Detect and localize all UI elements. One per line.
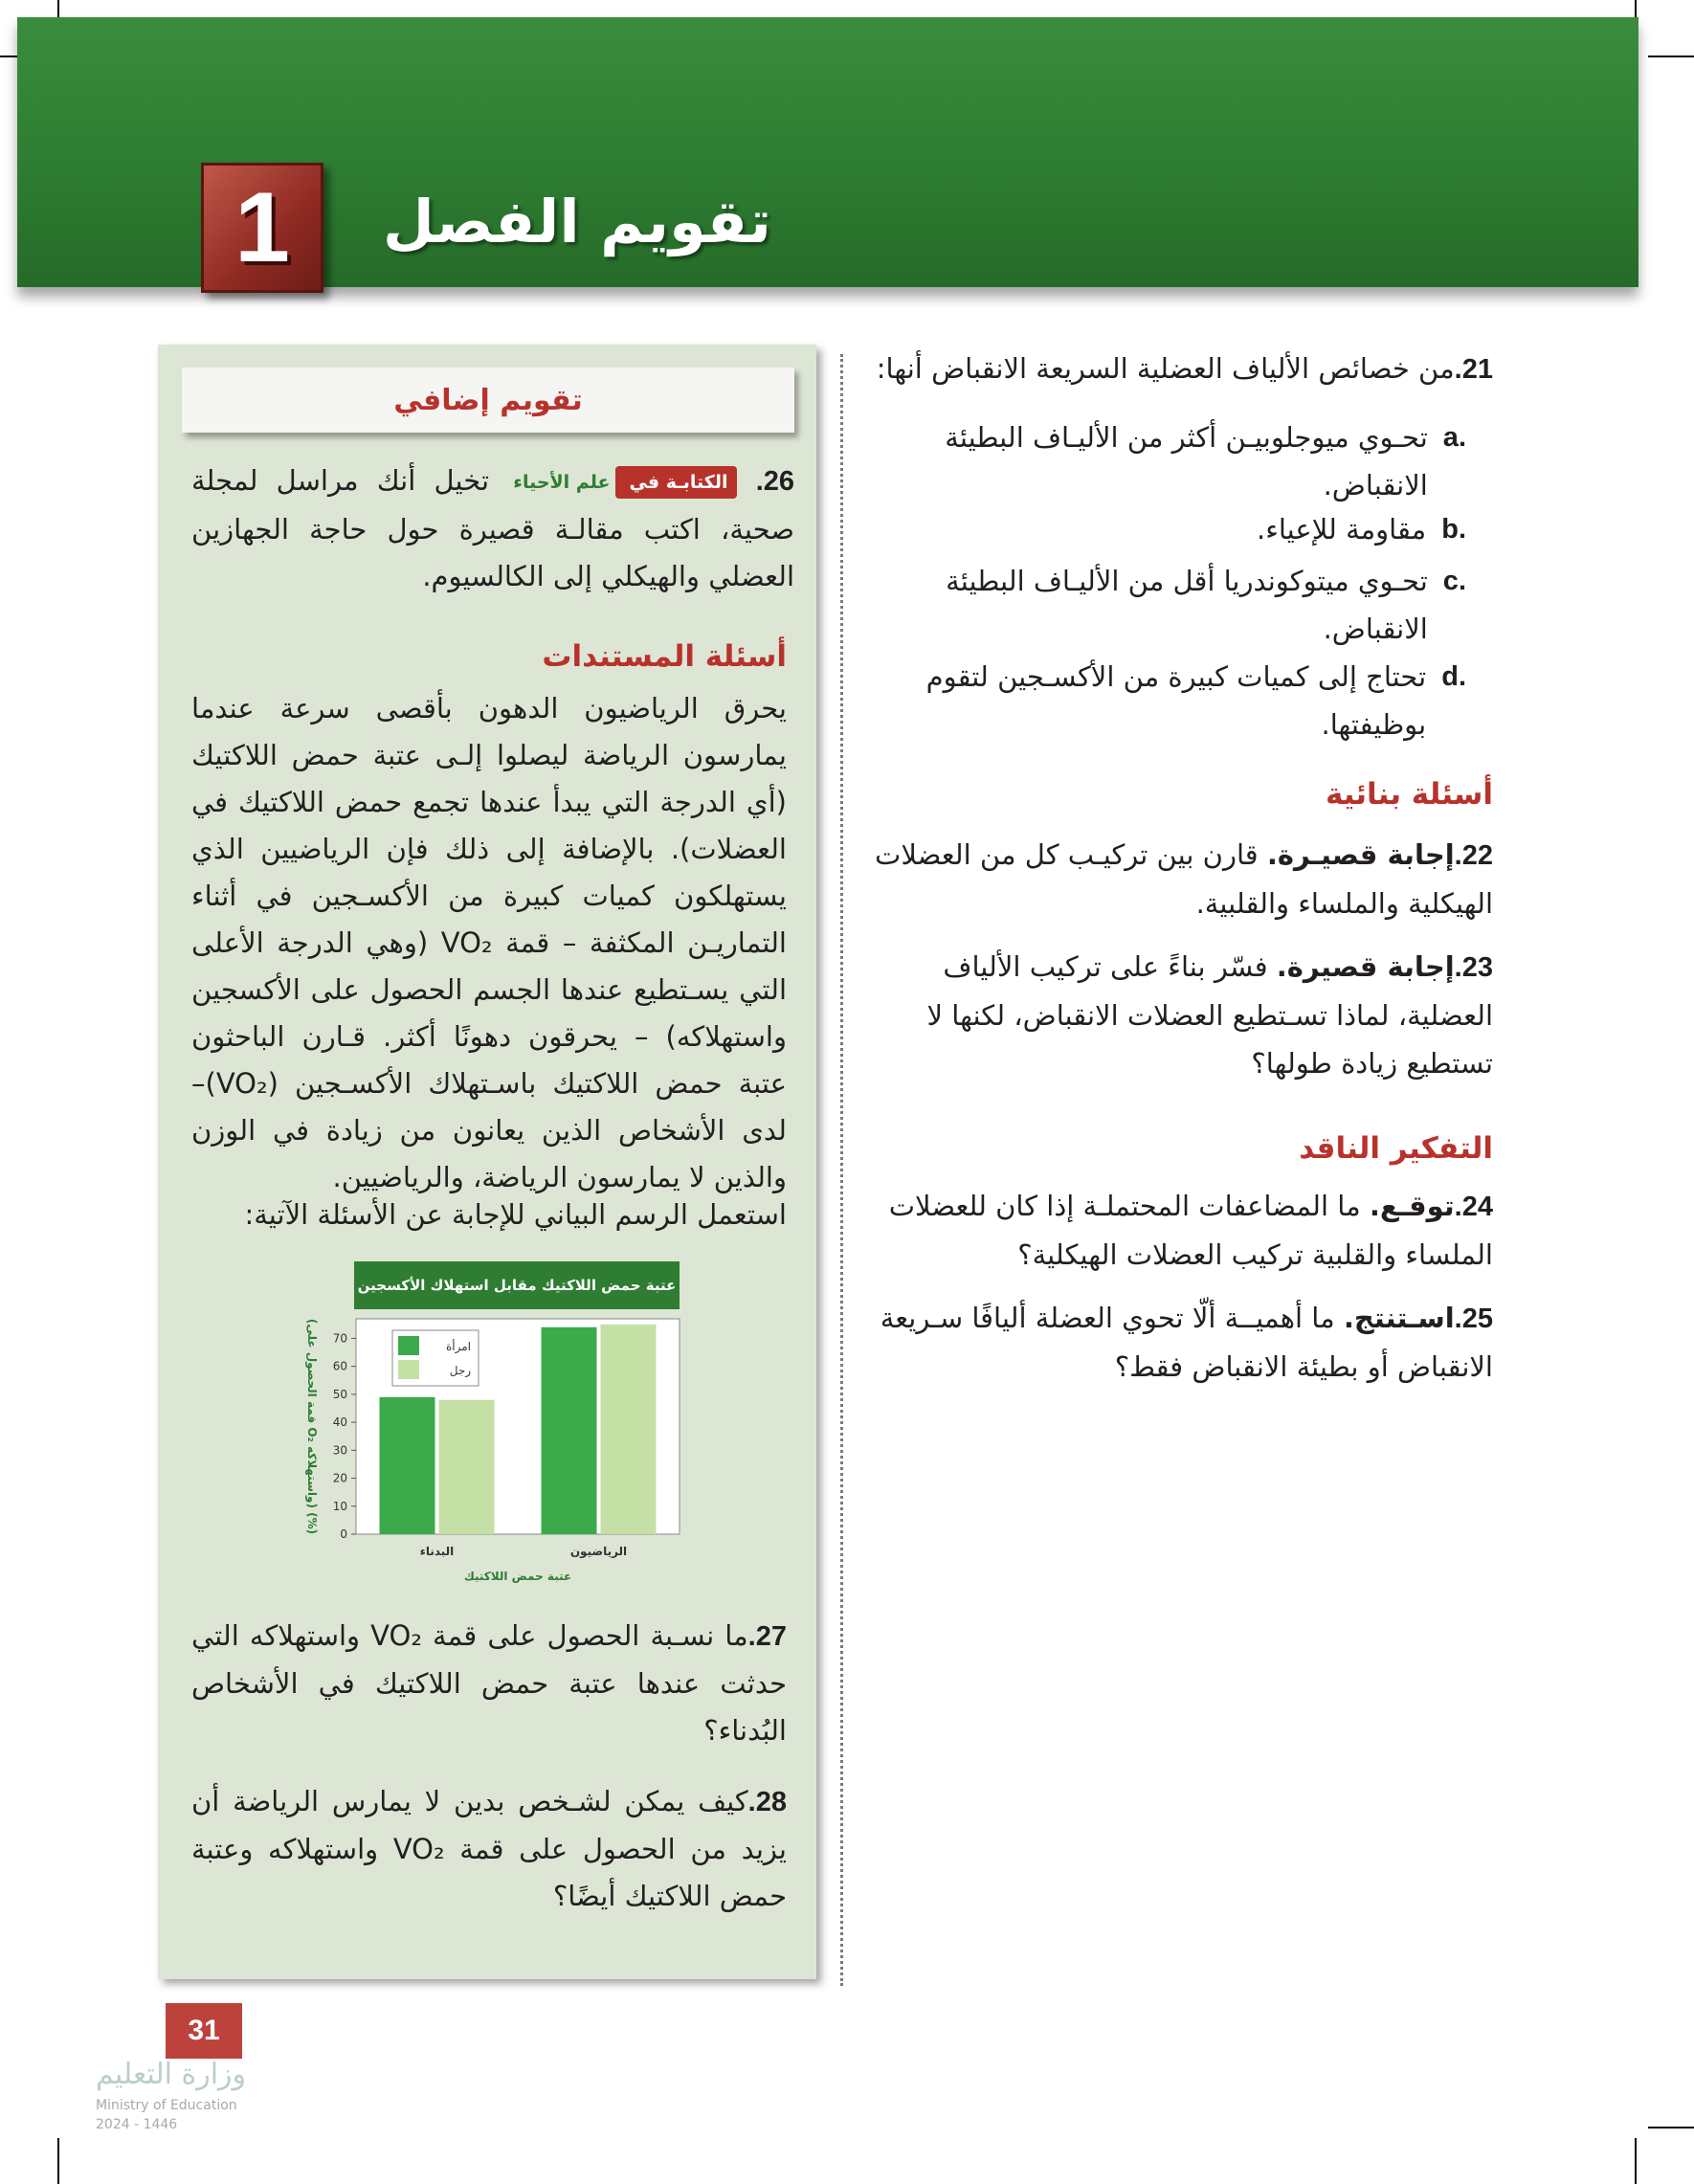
bar-man: [439, 1400, 495, 1534]
page-number: 31: [166, 2003, 242, 2059]
bar-woman: [542, 1327, 597, 1534]
y-tick-label: 60: [332, 1359, 347, 1373]
question-number: 25.: [1454, 1304, 1493, 1334]
y-tick-label: 40: [332, 1415, 347, 1430]
question-number: 23.: [1454, 952, 1493, 983]
legend-label: رجل: [449, 1364, 471, 1377]
question-text: ما المضاعفات المحتملـة إذا كان للعضلات الملساء والقلبية تركيب العضلات الهيكلية؟: [888, 1190, 1493, 1271]
writing-tag: الكتابـة في: [615, 466, 737, 499]
y-tick-label: 30: [332, 1443, 347, 1458]
option-text: تحـوي ميوجلوبيـن أكثر من الأليـاف البطيئة الانقباض.: [945, 421, 1428, 501]
question-label: إجابة قصيـرة.: [1266, 838, 1455, 871]
option-a: [892, 413, 1466, 509]
document-paragraph: يحرق الرياضيون الدهون بأقصى سرعة عندما يمارسون الرياضة ليصلوا إلـى عتبة حمض اللاكتيك (أي الدرجة التي يبدأ عندها تجمع حمض اللاكتيك في العضلات). بالإضافة إلى ذلك فإن الرياضيين الذي يستهلكون كميات كبيرة من الأكسـجين في أثناء التماريـن المكثفة – قمة VO₂ (وهي الدرجة الأعلى التي يسـتطيع عندها الجسم الحصول على الأكسجين واستهلاكه) – يحرقون دهونًا أكثر. قـارن الباحثون عتبة حمض اللاكتيك باسـتهلاك الأكسـجين (VO₂)– لدى الأشخاص الذين يعانون من زيادة في الوزن والذين لا يمارسون الرياضة، والرياضيين.: [191, 692, 787, 1193]
question-text: من خصائص الألياف العضلية السريعة الانقباض أنها:: [876, 352, 1455, 385]
option-letter: .c: [1442, 566, 1466, 596]
y-tick-label: 10: [332, 1499, 347, 1513]
question-text: فسّر بناءً على تركيب الألياف العضلية، لماذا تسـتطيع العضلات الانقباض، لكنها لا تستطيع زيادة طولها؟: [926, 950, 1493, 1080]
question-number: 26.: [755, 466, 795, 497]
question-text: تخيل أنك مراسل لمجلة صحية، اكتب مقالـة قصيرة حول حاجة الجهازين العضلي والهيكلي إلى الكالسيوم.: [191, 464, 794, 592]
question-24: [861, 1182, 1493, 1279]
question-number: 28.: [747, 1787, 787, 1817]
crop-mark: [57, 2138, 59, 2184]
option-text: تحتاج إلى كميات كبيرة من الأكسـجين لتقوم بوظيفتها.: [925, 660, 1427, 741]
question-text: ما أهميــة ألّا تحوي العضلة أليافًا سـريعة الانقباض أو بطيئة الانقباض فقط؟: [880, 1302, 1493, 1383]
question-text: قارن بين تركيـب كل من العضلات الهيكلية والملساء والقلبية.: [875, 838, 1493, 920]
option-b: [892, 505, 1466, 553]
column-divider: [840, 354, 843, 1986]
question-label: إجابة قصيرة.: [1276, 950, 1455, 983]
panel-header: [182, 368, 794, 433]
question-28: [191, 1778, 787, 1920]
chapter-title: تقويم الفصل: [383, 187, 771, 256]
edition-year: 2024 - 1446: [96, 2117, 178, 2132]
chart-canvas: [287, 1261, 689, 1596]
legend-label: امرأة: [445, 1340, 471, 1353]
y-axis-label: (قمة الحصول على O₂ واستهلاكه) (%): [305, 1318, 319, 1535]
option-letter: .b: [1441, 514, 1466, 545]
legend-swatch: [398, 1336, 419, 1355]
question-label: توقـع.: [1369, 1190, 1455, 1222]
y-tick-label: 50: [332, 1387, 347, 1401]
question-number: 24.: [1454, 1192, 1493, 1222]
option-letter: .a: [1442, 422, 1466, 453]
section-title-constructive: أسئلة بنائية: [1325, 777, 1493, 812]
ministry-logo-text: وزارة التعليم: [96, 2058, 247, 2091]
question-number: 22.: [1454, 840, 1493, 871]
question-number: 27.: [747, 1621, 787, 1652]
x-axis-label: عتبة حمض اللاكتيك: [463, 1570, 572, 1583]
y-tick-label: 20: [332, 1471, 347, 1485]
question-number: 21.: [1454, 354, 1493, 385]
option-letter: .d: [1441, 661, 1466, 692]
crop-mark: [1648, 56, 1694, 57]
crop-mark: [1635, 2138, 1637, 2184]
graph-instruction: استعمل الرسم البياني للإجابة عن الأسئلة الآتية:: [244, 1198, 787, 1231]
bar-chart: [287, 1261, 689, 1596]
question-22: [861, 831, 1493, 927]
question-26: [191, 457, 794, 600]
bar-woman: [380, 1397, 435, 1534]
subject-tag: علم الأحياء: [513, 471, 611, 493]
question-27: [191, 1613, 787, 1754]
option-c: [892, 557, 1466, 653]
option-text: تحـوي ميتوكوندريا أقل من الأليـاف البطيئة الانقباض.: [946, 565, 1428, 645]
legend-swatch: [398, 1360, 419, 1379]
chart-title: عتبة حمض اللاكتيك مقابل استهلاك الأكسجين: [354, 1261, 680, 1309]
question-label: اسـتنتج.: [1343, 1302, 1455, 1334]
question-text: ما نسـبة الحصول على قمة VO₂ واستهلاكه التي حدثت عندها عتبة حمض اللاكتيك في الأشخاص البُدناء؟: [191, 1619, 787, 1747]
question-text: كيف يمكن لشـخص بدين لا يمارس الرياضة أن يزيد من الحصول على قمة VO₂ واستهلاكه وعتبة حمض اللاكتيك أيضًا؟: [191, 1785, 787, 1912]
chapter-number: 1: [234, 172, 290, 283]
option-d: [892, 653, 1466, 748]
crop-mark: [1648, 2127, 1694, 2128]
chapter-number-box: [201, 163, 323, 293]
section-title-critical: التفكير الناقد: [1299, 1131, 1493, 1166]
x-tick-label: الرياضيون: [569, 1545, 628, 1558]
question-25: [861, 1294, 1493, 1391]
ministry-name-english: Ministry of Education: [96, 2098, 237, 2113]
option-text: مقاومة للإعياء.: [1256, 513, 1427, 546]
y-tick-label: 70: [332, 1331, 347, 1346]
section-title-documents: أسئلة المستندات: [542, 639, 787, 674]
x-tick-label: البدناء: [419, 1545, 455, 1558]
question-21: [861, 345, 1493, 393]
question-23: [861, 943, 1493, 1087]
bar-man: [601, 1325, 657, 1534]
panel-title: تقويم إضافي: [393, 383, 583, 417]
y-tick-label: 0: [340, 1527, 347, 1541]
